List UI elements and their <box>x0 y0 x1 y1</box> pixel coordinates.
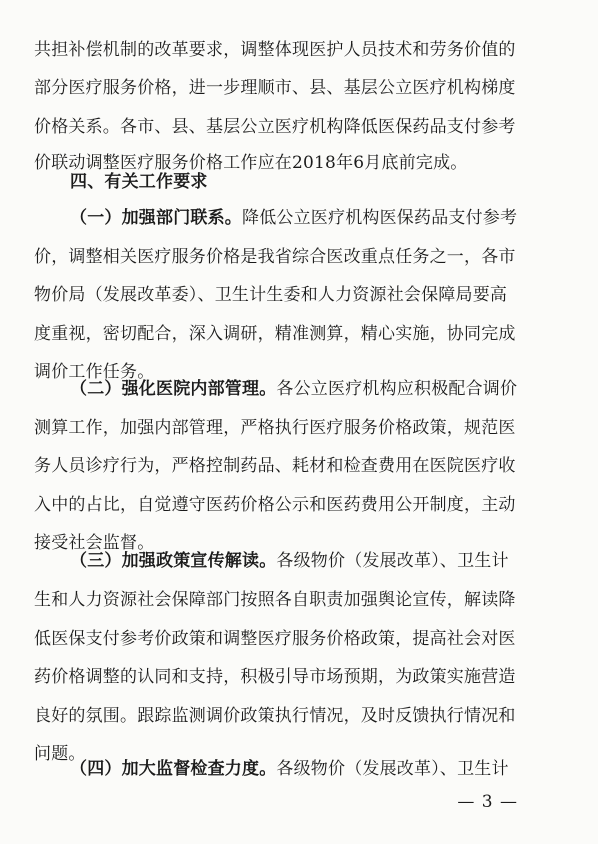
item-lead: （三）加强政策宣传解读。 <box>70 551 277 571</box>
paragraph-line: 价联动调整医疗服务价格工作应在2018年6月底前完成。 <box>34 153 468 173</box>
section-heading: 四、有关工作要求 <box>70 172 208 192</box>
item-text: 各公立医疗机构应积极配合调价 <box>276 379 518 399</box>
item-first-line <box>70 379 517 399</box>
item-text: 各级物价（发展改革）、卫生计 <box>276 551 509 571</box>
paragraph-line: 物价局（发展改革委）、卫生计生委和人力资源社会保障局要高 <box>34 285 508 305</box>
paragraph-line: 调价工作任务。 <box>34 362 155 382</box>
paragraph-line: 接受社会监督。 <box>34 533 155 553</box>
item-lead: （四）加大监督检查力度。 <box>70 759 277 779</box>
item-lead: （二）强化医院内部管理。 <box>70 379 277 399</box>
paragraph-line: 低医保支付参考价政策和调整医疗服务价格政策，提高社会对医 <box>34 629 516 649</box>
item-text: 各级物价（发展改革）、卫生计 <box>276 759 509 779</box>
paragraph-line: 良好的氛围。跟踪监测调价政策执行情况，及时反馈执行情况和 <box>34 706 516 726</box>
item-first-line <box>70 208 517 228</box>
item-text: 降低公立医疗机构医保药品支付参考 <box>242 208 518 228</box>
paragraph-line: 共担补偿机制的改革要求，调整体现医护人员技术和劳务价值的 <box>34 40 516 60</box>
paragraph-line: 生和人力资源社会保障部门按照各自职责加强舆论宣传，解读降 <box>34 590 516 610</box>
paragraph-line: 价，调整相关医疗服务价格是我省综合医改重点任务之一，各市 <box>34 247 516 267</box>
paragraph-line: 测算工作，加强内部管理，严格执行医疗服务价格政策，规范医 <box>34 418 516 438</box>
page-number: — 3 — <box>457 792 518 812</box>
paragraph-line: 部分医疗服务价格，进一步理顺市、县、基层公立医疗机构梯度 <box>34 78 516 98</box>
paragraph-line: 药价格调整的认同和支持，积极引导市场预期，为政策实施营造 <box>34 667 516 687</box>
paragraph-line: 价格关系。各市、县、基层公立医疗机构降低医保药品支付参考 <box>34 117 516 137</box>
paragraph-line: 度重视，密切配合，深入调研，精准测算，精心实施，协同完成 <box>34 324 516 344</box>
paragraph-line: 务人员诊疗行为，严格控制药品、耗材和检查费用在医院医疗收 <box>34 456 516 476</box>
paragraph-line: 问题。 <box>34 744 86 764</box>
paragraph-line: 入中的占比，自觉遵守医药价格公示和医药费用公开制度，主动 <box>34 495 516 515</box>
item-lead: （一）加强部门联系。 <box>70 208 242 228</box>
item-first-line <box>70 551 509 571</box>
item-first-line <box>70 759 509 779</box>
